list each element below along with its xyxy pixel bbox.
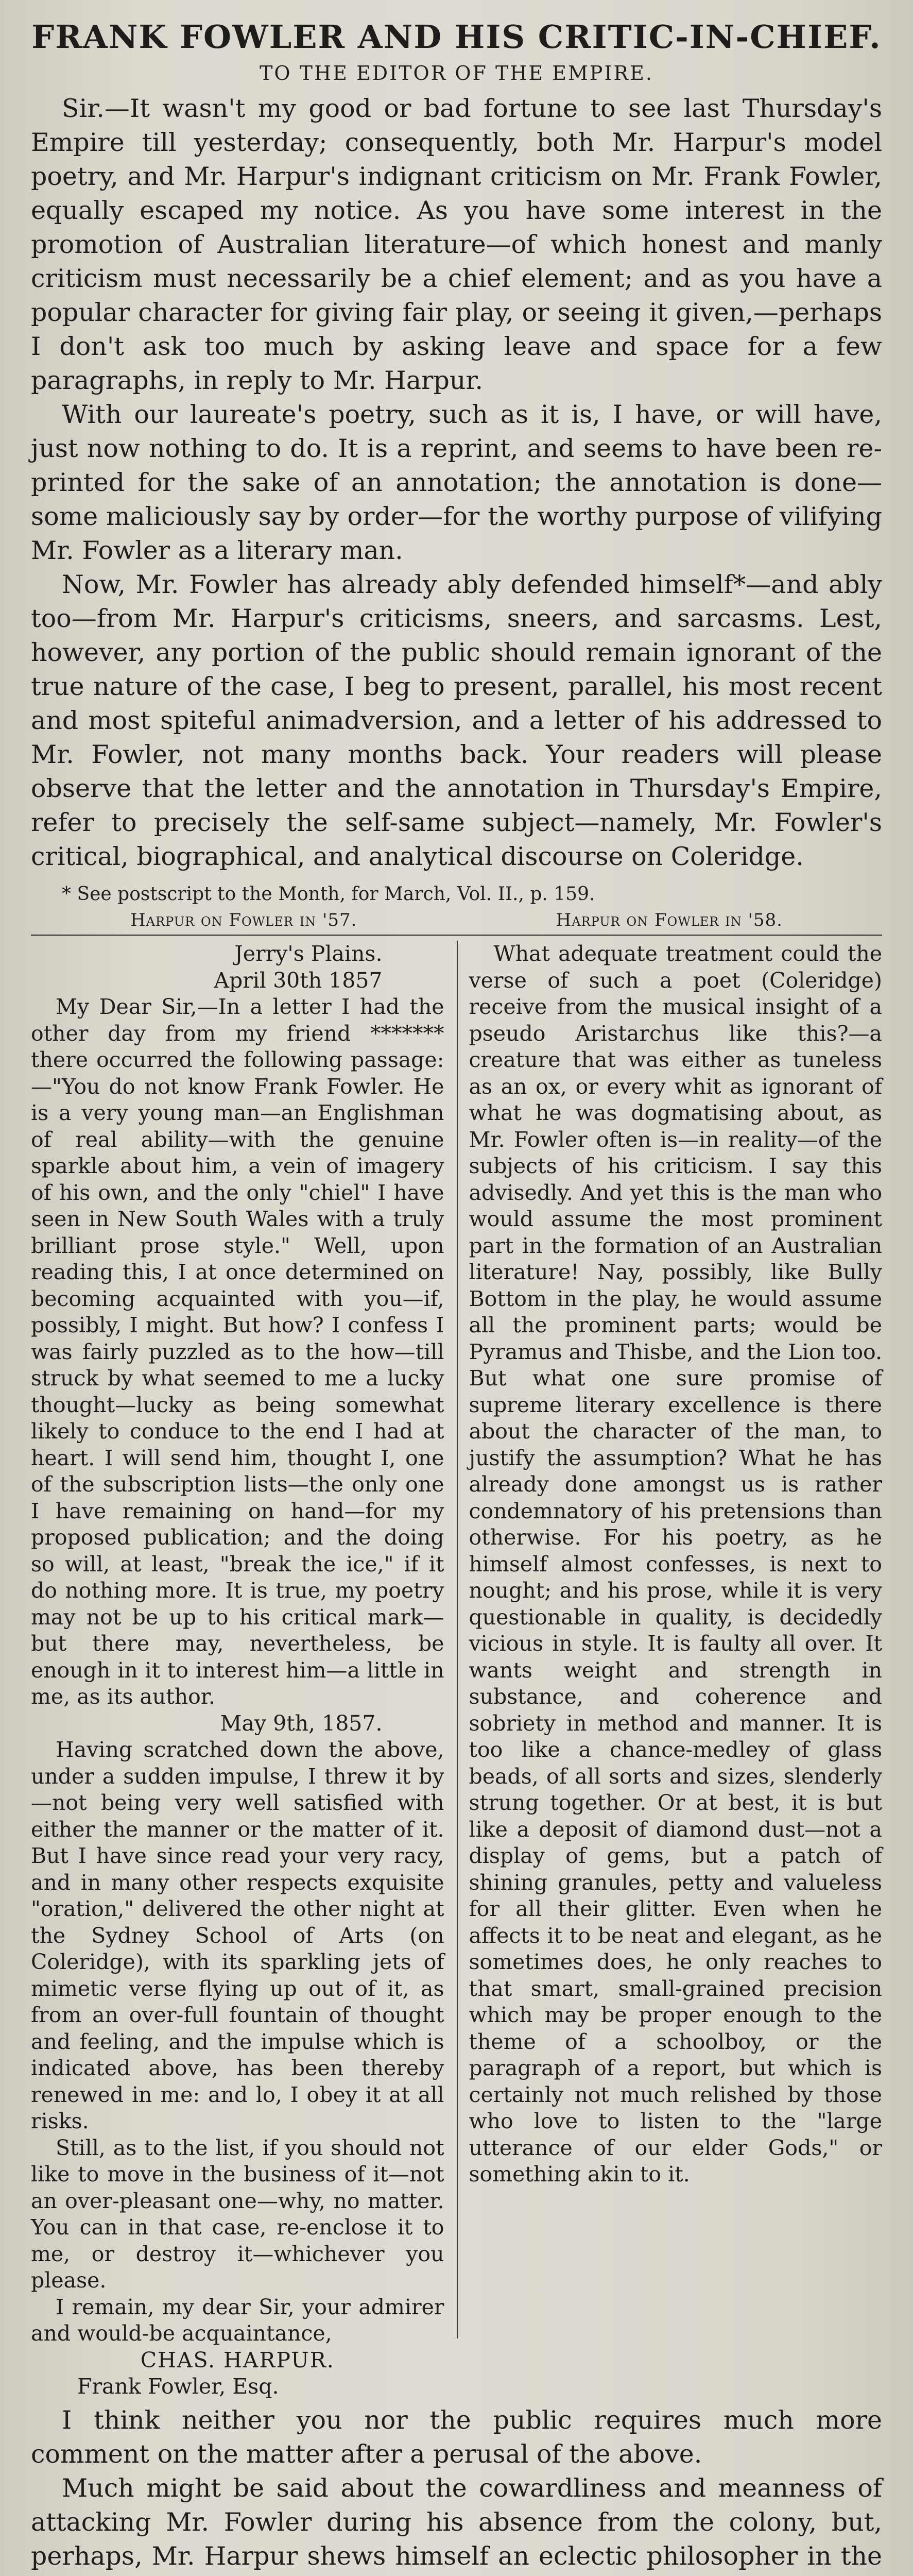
letter-addressee: Frank Fowler, Esq.	[77, 2374, 279, 2399]
article-subheading: TO THE EDITOR OF THE EMPIRE.	[260, 62, 653, 85]
intro-paragraph-3: Now, Mr. Fowler has already ably defended himself*—and ably too—from Mr. Harpur's criticisms, sneers, and sarcasms. Lest, however, any portion of the public should remain ignorant of the true nature of the case, I beg to present, parallel, his most recent and most spiteful animadversion, and a letter of his addressed to Mr. Fowler, not many months back. Your readers will please observe that the letter and the annotation in Thursday's Empire, refer to precisely the self-same subject—namely, Mr. Fowler's critical, biographical, and analytical discourse on Coleridge.	[31, 570, 882, 872]
letter-paragraph-3: Still, as to the list, if you should not like to move in the business of it—not an over-pleasant one—why, no matter. You can in that case, re-enclose it to me, or destroy it—whichever you please.	[31, 2135, 444, 2293]
closing-section	[31, 2403, 882, 2576]
closing-paragraph-1: I think neither you nor the public requires much more comment on the matter after a perusal of the above.	[31, 2405, 882, 2469]
intro-paragraph-2: With our laureate's poetry, such as it is, I have, or will have, just now nothing to do. It is a reprint, and seems to have been re-printed for the sake of an annotation; the annotation is done—some maliciously say by order—for the worthy purpose of vilifying Mr. Fowler as a literary man.	[31, 400, 882, 566]
letter-valediction: I remain, my dear Sir, your admirer and would-be acquaintance,	[31, 2294, 444, 2346]
column-heading-left: Harpur on Fowler in '57.	[130, 910, 357, 931]
letter-paragraph-1: My Dear Sir,—In a letter I had the other day from my friend ******* there occurred the following passage:—"You do not know Frank Fowler. He is a very young man—an Englishman of real ability—with the genuine sparkle about him, a vein of imagery of his own, and the only "chiel" I have seen in New South Wales with a truly brilliant prose style." Well, upon reading this, I at once determined on becoming acquainted with you—if, possibly, I might. But how? I confess I was fairly puzzled as to the how—till struck by what seemed to me a lucky thought—lucky as being somewhat likely to conduce to the end I had at heart. I will send him, thought I, one of the subscription lists—the only one I have remaining on hand—for my proposed publication; and the doing so will, at least, "break the ice," if it do nothing more. It is true, my poetry may not be up to his critical mark—but there may, nevertheless, be enough in it to interest him—a little in me, as its author.	[31, 994, 444, 1709]
left-column-letter	[31, 941, 457, 2400]
intro-paragraph-1: Sir.—It wasn't my good or bad fortune to see last Thursday's Empire till yesterday; consequently, both Mr. Harpur's model poetry, and Mr. Harpur's indignant criticism on Mr. Frank Fowler, equally escaped my notice. As you have some interest in the promotion of Australian literature—of which honest and manly criticism must necessarily be a chief element; and as you have a popular character for giving fair play, or seeing it given,—perhaps I don't ask too much by asking leave and space for a few paragraphs, in reply to Mr. Harpur.	[31, 94, 882, 396]
heading-rule	[31, 935, 882, 936]
letter-date-2: May 9th, 1857.	[220, 1710, 383, 1736]
letter-place: Jerry's Plains.	[234, 941, 383, 967]
parallel-columns	[31, 941, 882, 2400]
closing-paragraph-2: Much might be said about the cowardliness and meanness of attacking Mr. Fowler during his absence from the colony, but, perhaps, Mr. Harpur shews himself an eclectic philosopher in the	[31, 2473, 882, 2571]
column-heading-right: Harpur on Fowler in '58.	[556, 910, 783, 931]
letter-signature: CHAS. HARPUR.	[140, 2347, 335, 2372]
letter-date-1: April 30th 1857	[214, 968, 383, 993]
annotation-paragraph: What adequate treatment could the verse of such a poet (Coleridge) receive from the musical insight of a pseudo Aristarchus like this?—a creature that was either as tuneless as an ox, or every whit as ignorant of what he was dogmatising about, as Mr. Fowler often is—in reality—of the subjects of his criticism. I say this advisedly. And yet this is the man who would assume the most prominent part in the formation of an Australian literature! Nay, possibly, like Bully Bottom in the play, he would assume all the prominent parts; would be Pyramus and Thisbe, and the Lion too. But what one sure promise of supreme literary excellence is there about the character of the man, to justify the assumption? What he has already done amongst us is rather condemnatory of his pretensions than otherwise. For his poetry, as he himself almost confesses, is next to nought; and his prose, while it is very questionable in quality, is decidedly vicious in style. It is faulty all over. It wants weight and strength in substance, and coherence and sobriety in method and manner. It is too like a chance-medley of glass beads, of all sorts and sizes, slenderly strung together. Or at best, it is but like a deposit of diamond dust—not a display of gems, but a patch of shining granules, petty and valueless for all their glitter. Even when he affects it to be neat and elegant, as he sometimes does, he only reaches to that smart, small-grained precision which may be proper enough to the theme of a schoolboy, or the paragraph of a report, but which is certainly not much relished by those who love to listen to the "large utterance of our elder Gods," or something akin to it.	[469, 941, 882, 2187]
letter-paragraph-2: Having scratched down the above, under a sudden impulse, I threw it by—not being very well satisfied with either the manner or the matter of it. But I have since read your very racy, and in many other respects exquisite "oration," delivered the other night at the Sydney School of Arts (on Coleridge), with its sparkling jets of mimetic verse flying up out of it, as from an over-full fountain of thought and feeling, and the impulse which is indicated above, has been thereby renewed in me: and lo, I obey it at all risks.	[31, 1737, 444, 2134]
footnote: * See postscript to the Month, for March, Vol. II., p. 159.	[62, 884, 595, 905]
right-column-annotation	[457, 941, 883, 2400]
intro-section	[31, 92, 882, 874]
article-headline: FRANK FOWLER AND HIS CRITIC-IN-CHIEF.	[31, 18, 882, 56]
column-divider	[457, 941, 458, 2338]
column-headings	[31, 910, 882, 930]
